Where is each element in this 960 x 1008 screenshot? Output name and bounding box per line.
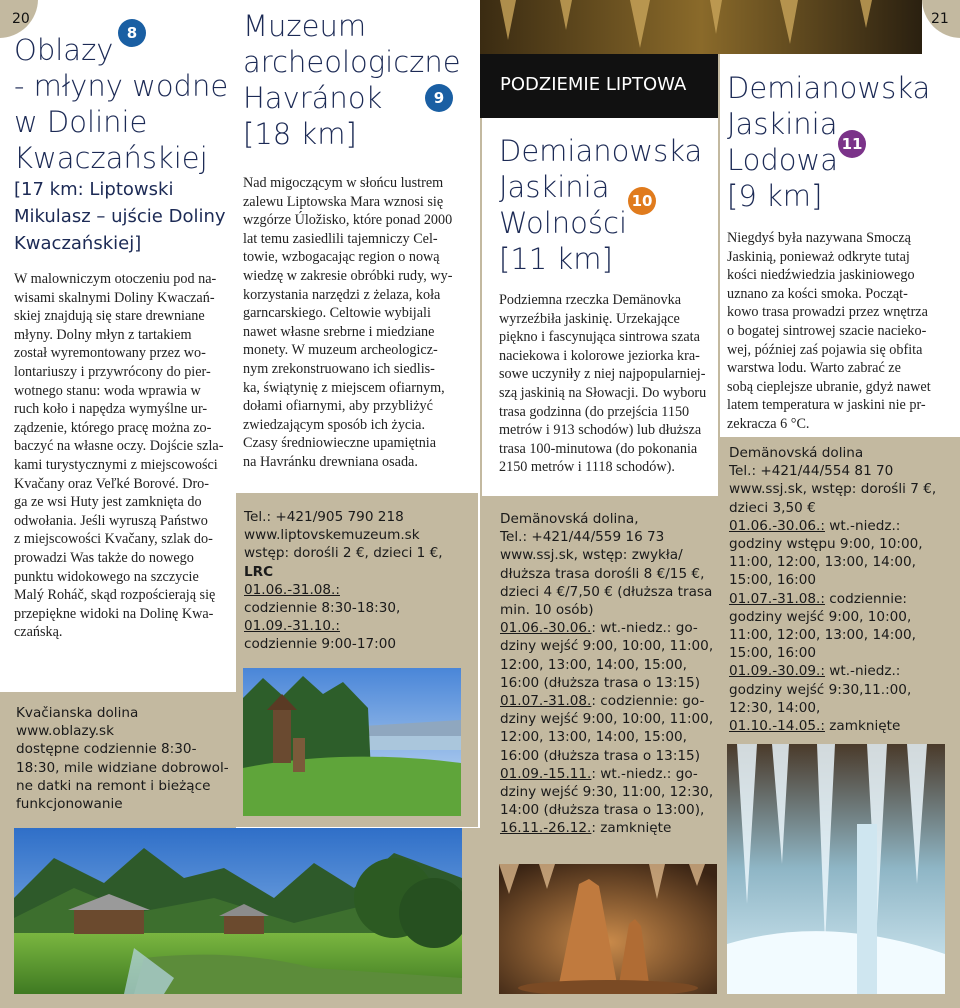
badge-10: 10 (628, 187, 656, 215)
wolnosci-price: www.ssj.sk, wstęp: zwykła/ dłuższa trasa dorośli 8 €/15 €, dzieci 4 €/7,50 € (dłuższa trasa min. 10 osób) (500, 547, 713, 619)
havranok-photo (243, 668, 461, 816)
havranok-title (243, 8, 475, 152)
body-line: wzgórze Úložisko, które ponad 2000 (243, 212, 453, 229)
oblazy-title (14, 32, 234, 176)
havranok-hours: codziennie 8:30-18:30, (244, 600, 401, 617)
body-line: prowadzi Was także do nowego (14, 549, 194, 566)
havranok-info (244, 508, 474, 654)
oblazy-title-line: Oblazy (14, 33, 114, 67)
lodowa-schedule-3 (729, 662, 955, 717)
oblazy-info (16, 704, 231, 813)
lodowa-price: www.ssj.sk, wstęp: dorośli 7 €, dzieci 3,50 € (729, 481, 937, 516)
havranok-lrc: LRC (244, 563, 274, 580)
body-line: korzystania narzędzi z żelaza, koła (243, 286, 441, 303)
wolnosci-schedule-3 (500, 765, 718, 820)
oblazy-info-website[interactable]: www.oblazy.sk (16, 723, 114, 740)
wolnosci-period: 01.09.-15.11. (500, 765, 592, 782)
havranok-title-line: Muzeum (243, 9, 367, 43)
body-line: latem temperatura w jaskini nie pr- (727, 397, 926, 414)
body-line: został wyremontowany przez wo- (14, 345, 206, 362)
havranok-body (243, 174, 461, 472)
body-line: ka, świątynię z miejscem ofiarnym, (243, 379, 445, 396)
wolnosci-hours: : wt.-niedz.: go- dziny wejść 9:30, 11:00, 12:30, 14:00 (dłuższa trasa o 13:00), (500, 765, 714, 819)
body-line: Kvačany oraz Veľké Borové. Dro- (14, 475, 209, 492)
body-line: kości niedźwiedzia jaskiniowego (727, 267, 915, 284)
lodowa-body (727, 229, 945, 434)
cave-banner-photo (480, 0, 922, 54)
body-line: W malowniczym otoczeniu pod na- (14, 271, 217, 287)
body-line: nawet własne srebrne i miedziane (243, 323, 435, 340)
havranok-hours: codziennie 9:00-17:00 (244, 636, 396, 653)
wolnosci-title-line: Jaskinia (499, 170, 610, 204)
body-line: Podziemna rzeczka Demänovka (499, 292, 681, 308)
havranok-website[interactable]: www.liptovskemuzeum.sk (244, 527, 420, 544)
oblazy-info-line: Kvačianska dolina (16, 705, 139, 721)
lodowa-ice-cave-photo (727, 744, 945, 994)
lodowa-hours: zamknięte (824, 718, 901, 735)
wolnosci-body (499, 291, 715, 477)
body-line: Czasy średniowieczne upamiętnia (243, 435, 437, 452)
lodowa-title-line: [9 km] (727, 179, 823, 213)
wolnosci-title (499, 133, 714, 277)
body-line: wej, później zaś pojawia się obfita (727, 341, 923, 358)
body-line: garncarskiego. Celtowie wybijali (243, 305, 431, 322)
wolnosci-hours: : zamknięte (591, 820, 672, 837)
body-line: wyrzeźbiła jaskinię. Urzekające (499, 310, 680, 327)
wolnosci-title-line: [11 km] (499, 242, 613, 276)
body-line: młyny. Dolny młyn z tartakiem (14, 326, 192, 343)
body-line: lat temu zasiedlili tajemniczy Cel- (243, 230, 438, 247)
body-line: dołami ofiarnymi, aby przybliżyć (243, 398, 433, 415)
body-line: wiedzę w zakresie obróbki rudy, wy- (243, 267, 453, 284)
lodowa-hours: codziennie: godziny wejść 9:00, 10:00, 11:00, 12:00, 13:00, 14:00, 15:00, 16:00 (729, 590, 916, 662)
lodowa-hours: wt.-niedz.: godziny wejść 9:30,11.:00, 12:30, 14:00, (729, 663, 912, 716)
oblazy-info-line: funkcjonowanie (16, 796, 123, 813)
body-line: Niegdyś była nazywana Smoczą (727, 230, 911, 246)
body-line: baczyć na własne oczy. Dojście szla- (14, 438, 224, 455)
body-line: punktu widokowego na szczycie (14, 568, 199, 585)
oblazy-subtitle-line: Kwaczańskiej] (14, 233, 142, 254)
body-line: towie, wzbogacając region o nową (243, 249, 440, 266)
badge-11: 11 (838, 130, 866, 158)
body-line: naciekowa i kolorowe jeziorka kra- (499, 347, 700, 364)
lodowa-schedule-1 (729, 517, 955, 590)
page-number-right: 21 (931, 11, 949, 27)
lodowa-phone: Tel.: +421/44/554 81 70 (729, 463, 894, 480)
body-line: zalewu Liptowska Mara wznosi się (243, 193, 444, 210)
page-number-left: 20 (12, 11, 30, 27)
body-line: zekracza 6 °C. (727, 415, 810, 432)
oblazy-info-line: 18:30, mile widziane dobrowol- (16, 759, 229, 776)
body-line: trasa godzinna (do przejścia 1150 (499, 403, 690, 420)
lodowa-location: Demänovská dolina (729, 445, 864, 461)
body-line: o bogatej sintrowej szacie naciekо- (727, 322, 927, 339)
wolnosci-schedule-1 (500, 619, 718, 692)
wolnosci-hours: : codziennie: go- dziny wejść 9:00, 10:00, 11:00, 12:00, 13:00, 14:00, 15:00, 16:00 (dłuższa trasa o 13:15) (500, 693, 714, 764)
body-line: trasa 100-minutowa (do pokonania (499, 440, 698, 457)
body-line: odwołania. Jeśli wyruszą Państwo (14, 512, 208, 529)
havranok-period: 01.06.-31.08.: (244, 581, 340, 598)
lodowa-info (729, 444, 955, 735)
body-line: sowe uczyniły z niej najpopularniej- (499, 366, 706, 383)
lodowa-title-line: Demianowska (727, 71, 931, 105)
body-line: Malý Roháč, skąd rozpościerają się (14, 587, 216, 604)
wolnosci-hours: : wt.-niedz.: go- dziny wejść 9:00, 10:00, 11:00, 12:00, 13:00, 14:00, 15:00, 16:00 (dłuższa trasa o 13:15) (500, 620, 714, 691)
havranok-title-line: archeologiczne (243, 45, 461, 79)
havranok-title-line: [18 km] (243, 117, 357, 151)
body-line: 2150 metrów i 1118 schodów). (499, 459, 675, 476)
lodowa-schedule-2 (729, 590, 955, 663)
lodowa-period: 01.09.-30.09.: (729, 663, 825, 680)
body-line: metrów i 913 schodów) lub dłuższa (499, 422, 702, 439)
wolnosci-title-line: Demianowska (499, 134, 703, 168)
oblazy-info-line: ne datki na remont i bieżące (16, 777, 211, 794)
lodowa-period: 01.06.-30.06.: (729, 517, 825, 534)
body-line: kowo trasa prowadzi przez wnętrza (727, 304, 928, 321)
body-line: warstwa lodu. Warto zabrać ze (727, 360, 901, 377)
wolnosci-period: 01.06.-30.06. (500, 620, 592, 637)
body-line: kami turystycznymi z miejscowości (14, 456, 218, 473)
section-header-bar (480, 54, 718, 118)
havranok-price: wstęp: dorośli 2 €, dzieci 1 €, (244, 545, 443, 562)
wolnosci-period: 16.11.-26.12. (500, 820, 592, 837)
body-line: monety. W muzeum archeologicz- (243, 342, 438, 359)
wolnosci-period: 01.07.-31.08. (500, 693, 592, 710)
oblazy-mills-photo (14, 828, 462, 994)
lodowa-hours: wt.-niedz.: godziny wstępu 9:00, 10:00, 11:00, 12:00, 13:00, 14:00, 15:00, 16:00 (729, 517, 923, 589)
oblazy-info-line: dostępne codziennie 8:30- (16, 741, 197, 758)
wolnosci-cave-photo (499, 864, 717, 994)
body-line: ruch koło i napędza wymyślne ur- (14, 401, 208, 418)
body-line: ga ze wsi Huty jest zamknięta do (14, 494, 202, 511)
oblazy-title-line: Kwaczańskiej (14, 141, 208, 175)
lodowa-period: 01.07.-31.08.: (729, 590, 825, 607)
lodowa-title-line: Lodowa (727, 143, 839, 177)
body-line: wotnego stanu: woda wprawia w (14, 382, 201, 399)
wolnosci-phone: Tel.: +421/44/559 16 73 (500, 529, 665, 546)
badge-9: 9 (425, 84, 453, 112)
body-line: Jaskinią, ponieważ odkryte tutaj (727, 248, 910, 265)
section-header: PODZIEMIE LIPTOWA (500, 74, 687, 95)
body-line: wisami skalnymi Doliny Kwaczań- (14, 289, 215, 306)
lodowa-period: 01.10.-14.05.: (729, 718, 825, 735)
havranok-title-line: Havránok (243, 81, 383, 115)
oblazy-body (14, 270, 232, 642)
body-line: nym zrekonstruowano ich siedlis- (243, 360, 435, 377)
body-line: skiej znajdują się stare drewniane (14, 308, 205, 325)
body-line: na Havránku drewniana osada. (243, 453, 418, 470)
body-line: sobą cieplejsze ubranie, gdyż nawet (727, 378, 931, 395)
badge-8: 8 (118, 19, 146, 47)
wolnosci-schedule-2 (500, 692, 718, 765)
oblazy-subtitle-line: [17 km: Liptowski (14, 179, 174, 200)
wolnosci-info (500, 510, 718, 838)
wolnosci-title-line: Wolności (499, 206, 628, 240)
body-line: szą jaskinią na Słowacji. Do wyboru (499, 384, 707, 401)
wolnosci-schedule-4 (500, 819, 718, 837)
body-line: uznano za kości smoka. Począt- (727, 285, 908, 302)
wolnosci-location: Demänovská dolina, (500, 511, 639, 527)
body-line: ządzenie, którego pracę można zo- (14, 419, 212, 436)
oblazy-title-line: - młyny wodne (14, 69, 229, 103)
lodowa-schedule-4 (729, 717, 955, 735)
body-line: czańską. (14, 624, 63, 641)
havranok-phone: Tel.: +421/905 790 218 (244, 509, 404, 525)
lodowa-title-line: Jaskinia (727, 107, 838, 141)
oblazy-subtitle (14, 176, 234, 257)
oblazy-title-line: w Dolinie (14, 105, 148, 139)
havranok-period: 01.09.-31.10.: (244, 618, 340, 635)
oblazy-subtitle-line: Mikulasz – ujście Doliny (14, 206, 226, 227)
body-line: z miejscowości Kvačany, szlak do- (14, 531, 213, 548)
body-line: przepiękne widoki na Dolinę Kwa- (14, 605, 214, 622)
body-line: piękno i fascynująca sintrowa szata (499, 329, 700, 346)
body-line: lontariuszy i przywrócony do pier- (14, 363, 211, 380)
body-line: Nad migoczącym w słońcu lustrem (243, 175, 444, 191)
body-line: zwiedzającym sposób ich życia. (243, 416, 425, 433)
